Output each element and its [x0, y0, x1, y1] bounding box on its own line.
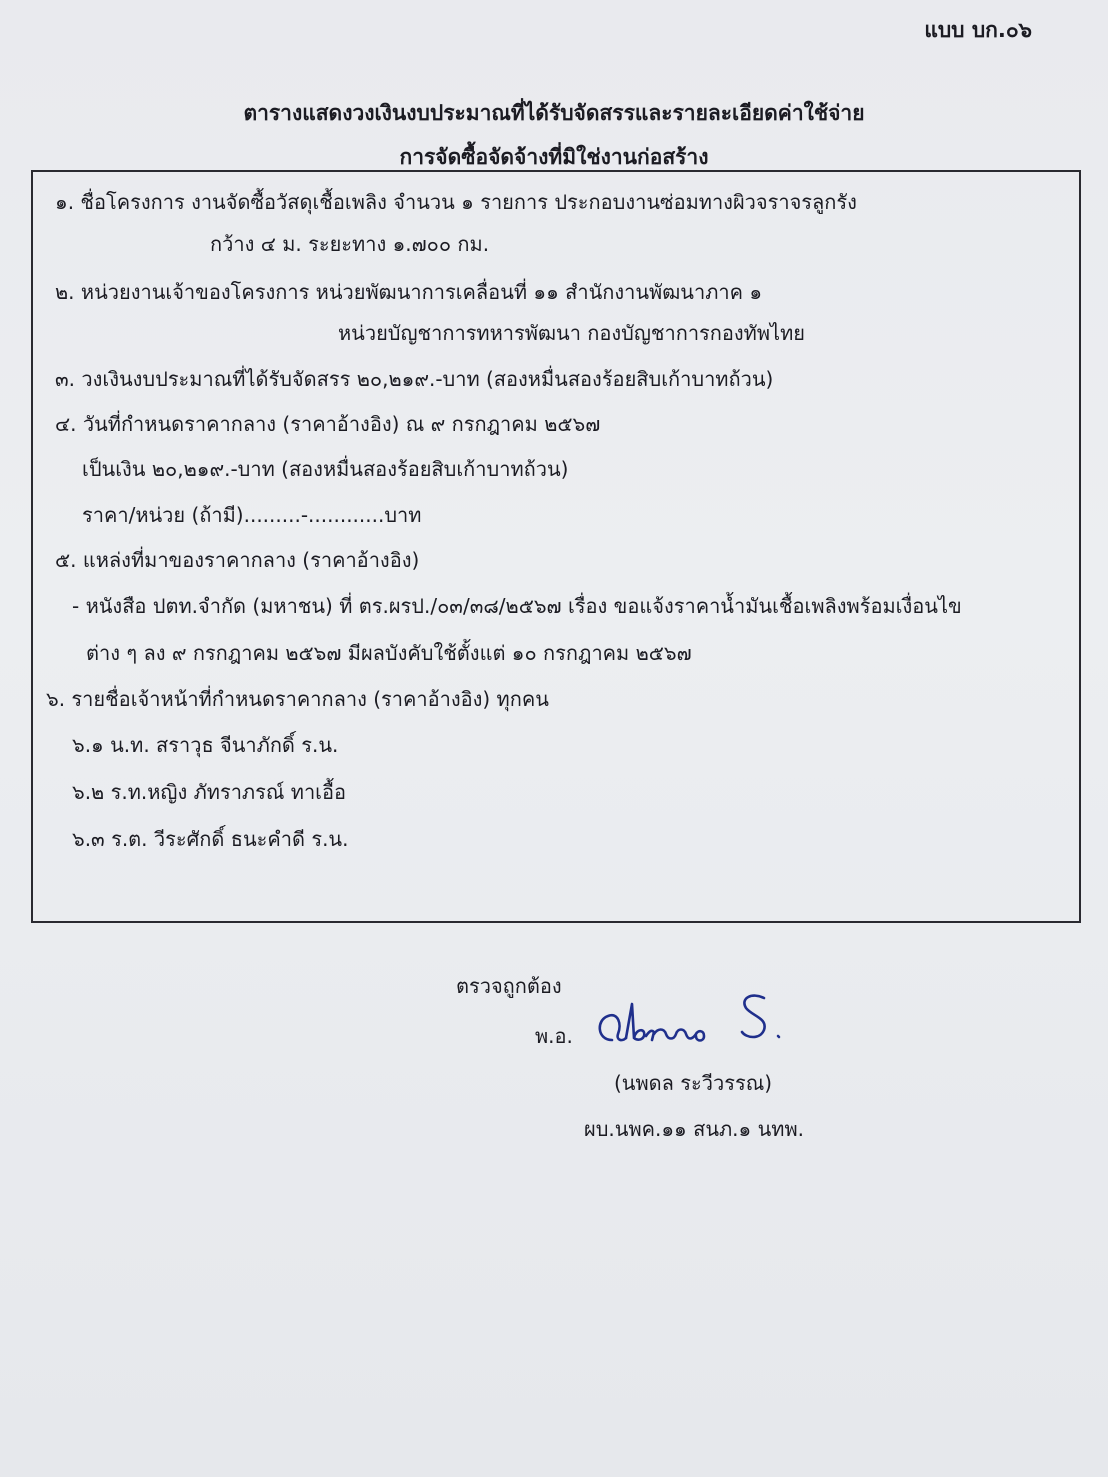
- handwritten-signature: [592, 990, 792, 1060]
- item4-unit-price: ราคา/หน่วย (ถ้ามี).........-............บาท: [82, 503, 422, 527]
- form-code: แบบ บก.๐๖: [924, 18, 1032, 42]
- item4-reference-date: ๔. วันที่กำหนดราคากลาง (ราคาอ้างอิง) ณ ๙ กรกฎาคม ๒๕๖๗: [55, 412, 601, 436]
- item6-member-1: ๖.๑ น.ท. สราวุธ จีนาภักดิ์ ร.น.: [72, 733, 339, 757]
- item6-member-2: ๖.๒ ร.ท.หญิง ภัทราภรณ์ ทาเอื้อ: [72, 780, 347, 804]
- signer-position: ผบ.นพค.๑๑ สนภ.๑ นทพ.: [584, 1117, 804, 1141]
- signer-rank: พ.อ.: [535, 1024, 573, 1048]
- item5-source-letter-cont: ต่าง ๆ ลง ๙ กรกฎาคม ๒๕๖๗ มีผลบังคับใช้ตั้งแต่ ๑๐ กรกฎาคม ๒๕๖๗: [86, 641, 692, 665]
- document-title-line2: การจัดซื้อจัดจ้างที่มิใช่งานก่อสร้าง: [399, 145, 709, 169]
- document-title-line1: ตารางแสดงวงเงินงบประมาณที่ได้รับจัดสรรและรายละเอียดค่าใช้จ่าย: [243, 101, 865, 125]
- item2-owner-unit: ๒. หน่วยงานเจ้าของโครงการ หน่วยพัฒนาการเคลื่อนที่ ๑๑ สำนักงานพัฒนาภาค ๑: [55, 280, 763, 304]
- item1-project-detail: กว้าง ๔ ม. ระยะทาง ๑.๗๐๐ กม.: [210, 232, 490, 256]
- item2-owner-unit-cont: หน่วยบัญชาการทหารพัฒนา กองบัญชาการกองทัพไทย: [338, 321, 806, 345]
- item1-project-name: ๑. ชื่อโครงการ งานจัดซื้อวัสดุเชื้อเพลิง จำนวน ๑ รายการ ประกอบงานซ่อมทางผิวจราจรลูกรัง: [55, 190, 857, 214]
- item3-budget: ๓. วงเงินงบประมาณที่ได้รับจัดสรร ๒๐,๒๑๙.-บาท (สองหมื่นสองร้อยสิบเก้าบาทถ้วน): [55, 367, 774, 391]
- verified-label: ตรวจถูกต้อง: [456, 974, 562, 998]
- item6-committee: ๖. รายชื่อเจ้าหน้าที่กำหนดราคากลาง (ราคาอ้างอิง) ทุกคน: [46, 687, 549, 711]
- item6-member-3: ๖.๓ ร.ต. วีระศักดิ์ ธนะคำดี ร.น.: [72, 827, 349, 851]
- item5-source-letter: - หนังสือ ปตท.จำกัด (มหาชน) ที่ ตร.ผรป./๐๓/๓๘/๒๕๖๗ เรื่อง ขอแจ้งราคาน้ำมันเชื้อเพลิงพร้อมเงื่อนไข: [72, 594, 962, 618]
- item4-amount: เป็นเงิน ๒๐,๒๑๙.-บาท (สองหมื่นสองร้อยสิบเก้าบาทถ้วน): [82, 457, 569, 481]
- signer-name: (นพดล ระวีวรรณ): [614, 1071, 773, 1095]
- item5-price-source: ๕. แหล่งที่มาของราคากลาง (ราคาอ้างอิง): [55, 548, 420, 572]
